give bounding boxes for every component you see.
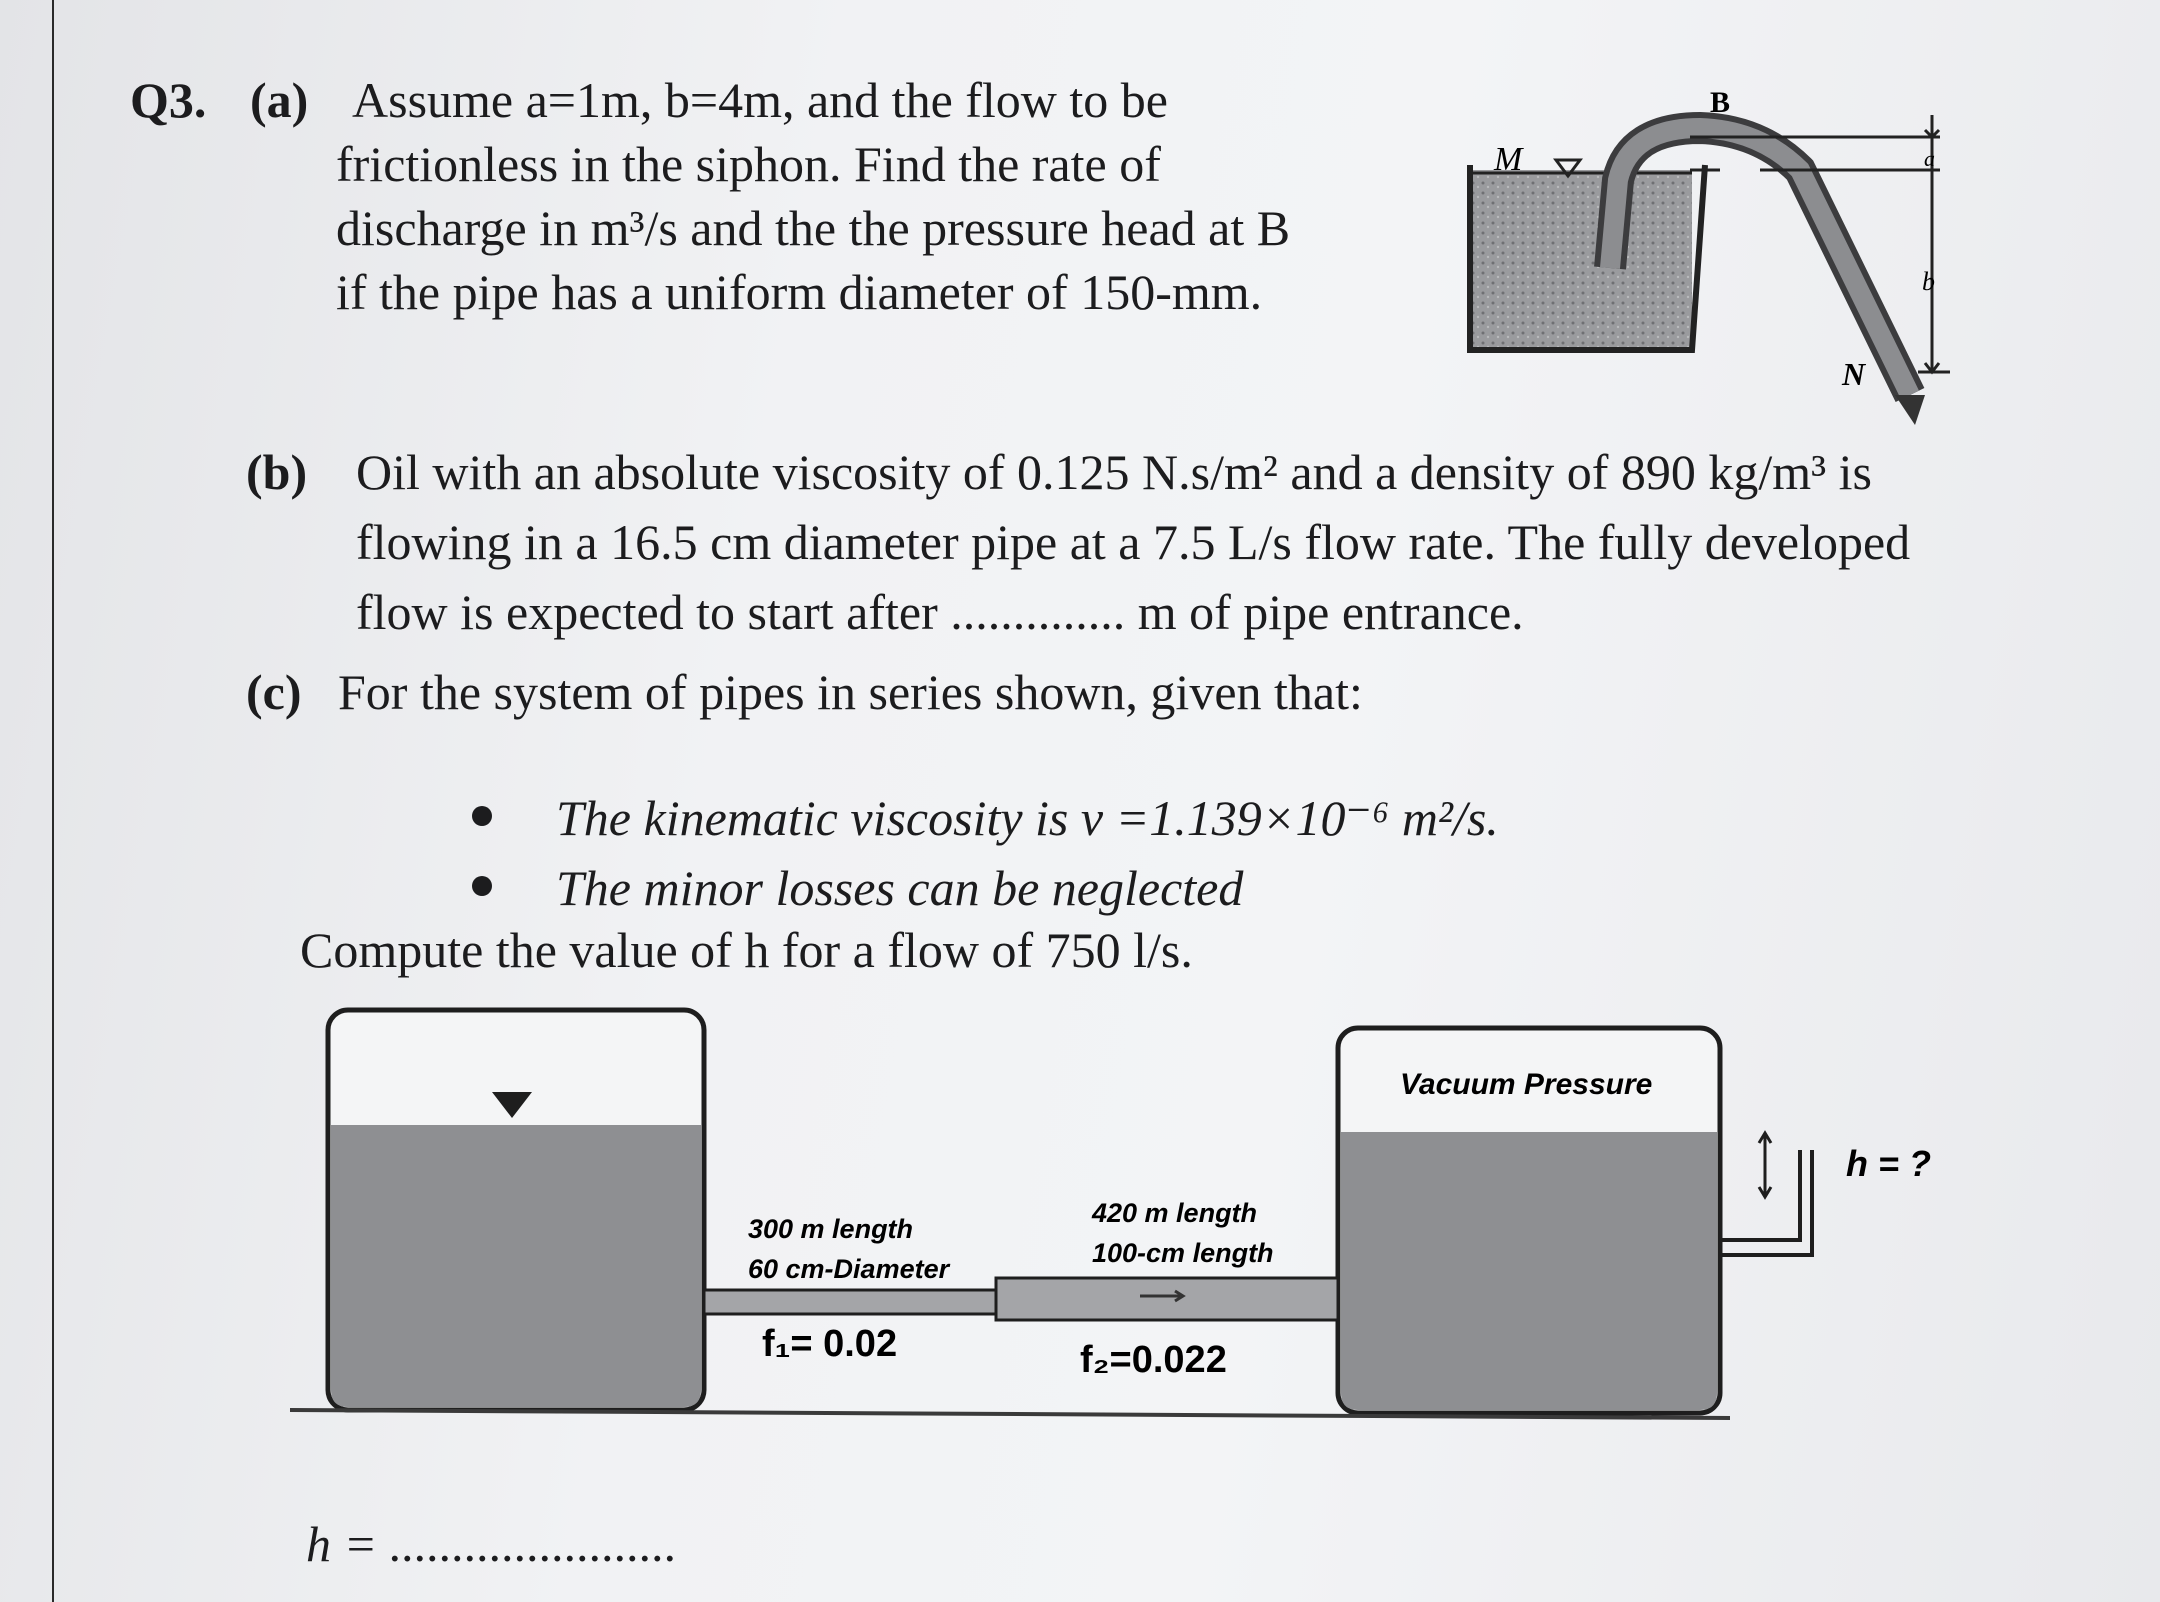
vacuum-pressure-label: Vacuum Pressure [1400, 1068, 1653, 1101]
pipe-2-length: 420 m length [1092, 1198, 1258, 1228]
part-a-line-2: frictionless in the siphon. Find the rate of [336, 136, 1161, 192]
part-a-label: (a) [250, 72, 309, 128]
pipe-2-friction: f₂=0.022 [1080, 1339, 1227, 1381]
left-tank-water [331, 1125, 701, 1407]
part-c-bullet-2: The minor losses can be neglected [556, 860, 1244, 916]
pipe-2-diameter: 100-cm length [1092, 1238, 1274, 1268]
part-c-bullet-1: The kinematic viscosity is ν =1.139×10⁻⁶ m²/s. [556, 790, 1499, 846]
part-b-line-3: flow is expected to start after .............. m of pipe entrance. [356, 584, 1524, 640]
part-b-label: (b) [246, 444, 308, 500]
pipe-1-diameter: 60 cm-Diameter [748, 1254, 950, 1284]
label-m-point: M [1494, 141, 1523, 178]
part-b-line-2: flowing in a 16.5 cm diameter pipe at a 7.5 L/s flow rate. The fully developed [356, 514, 1911, 570]
label-b-dim: b [1922, 267, 1935, 296]
part-a-line-4: if the pipe has a uniform diameter of 150-mm. [336, 264, 1263, 320]
right-tank-water [1341, 1132, 1717, 1410]
answer-line[interactable]: h = ....................... [306, 1516, 678, 1572]
manometer-tube [1720, 1150, 1800, 1240]
pipe-1-friction: f₁= 0.02 [762, 1323, 898, 1365]
part-c-intro: For the system of pipes in series shown, given that: [338, 664, 1363, 720]
part-a-line-1: Assume a=1m, b=4m, and the flow to be [352, 72, 1168, 128]
part-a-line-3: discharge in m³/s and the the pressure head at B [336, 200, 1291, 256]
pipe-2 [996, 1278, 1338, 1320]
question-number: Q3. [130, 72, 207, 128]
pipe-1-length: 300 m length [748, 1214, 914, 1244]
label-b-point: B [1710, 86, 1731, 119]
label-a-dim: a [1924, 146, 1935, 171]
pipe-1 [704, 1290, 996, 1314]
part-b-line-1: Oil with an absolute viscosity of 0.125 N.s/m² and a density of 890 kg/m³ is [356, 444, 1872, 500]
part-c-task: Compute the value of h for a flow of 750 l/s. [300, 922, 1193, 978]
h-question-label: h = ? [1846, 1143, 1932, 1184]
part-c-label: (c) [246, 664, 302, 720]
label-n-point: N [1842, 356, 1866, 392]
